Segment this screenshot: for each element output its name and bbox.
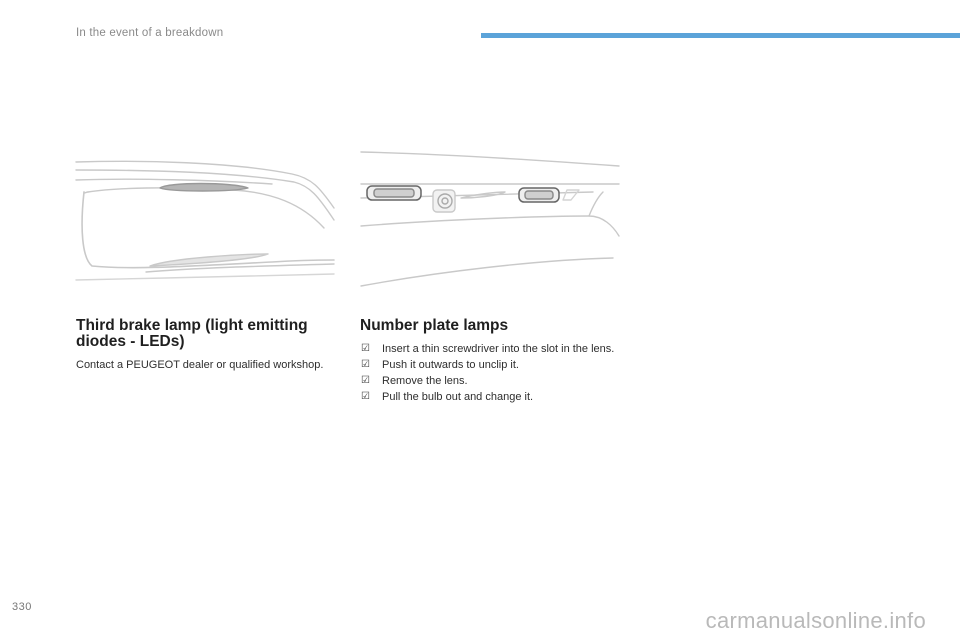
third-brake-lamp-illustration xyxy=(72,148,338,288)
chapter-title: In the event of a breakdown xyxy=(76,27,224,39)
page-number: 330 xyxy=(12,601,32,613)
third-brake-lamp-text: Contact a PEUGEOT dealer or qualified workshop. xyxy=(76,359,324,371)
watermark: carmanualsonline.info xyxy=(705,608,926,633)
step-text: Remove the lens. xyxy=(382,375,468,387)
third-brake-lamp-heading: Third brake lamp (light emitting diodes - LEDs) xyxy=(76,317,308,350)
list-item xyxy=(360,357,630,373)
step-text: Pull the bulb out and change it. xyxy=(382,391,534,403)
arrow-bullet-icon: ☑ xyxy=(361,391,370,402)
list-item xyxy=(360,389,630,405)
arrow-bullet-icon: ☑ xyxy=(361,375,370,386)
step-text: Push it outwards to unclip it. xyxy=(382,359,519,371)
arrow-bullet-icon: ☑ xyxy=(361,359,370,370)
arrow-bullet-icon: ☑ xyxy=(361,343,370,354)
number-plate-lamps-heading: Number plate lamps xyxy=(360,317,509,334)
number-plate-steps-list xyxy=(360,341,630,405)
step-text: Insert a thin screwdriver into the slot in the lens. xyxy=(382,343,615,355)
number-plate-lamps-illustration xyxy=(357,146,623,291)
list-item xyxy=(360,341,630,357)
list-item xyxy=(360,373,630,389)
chapter-accent-bar xyxy=(481,33,960,38)
